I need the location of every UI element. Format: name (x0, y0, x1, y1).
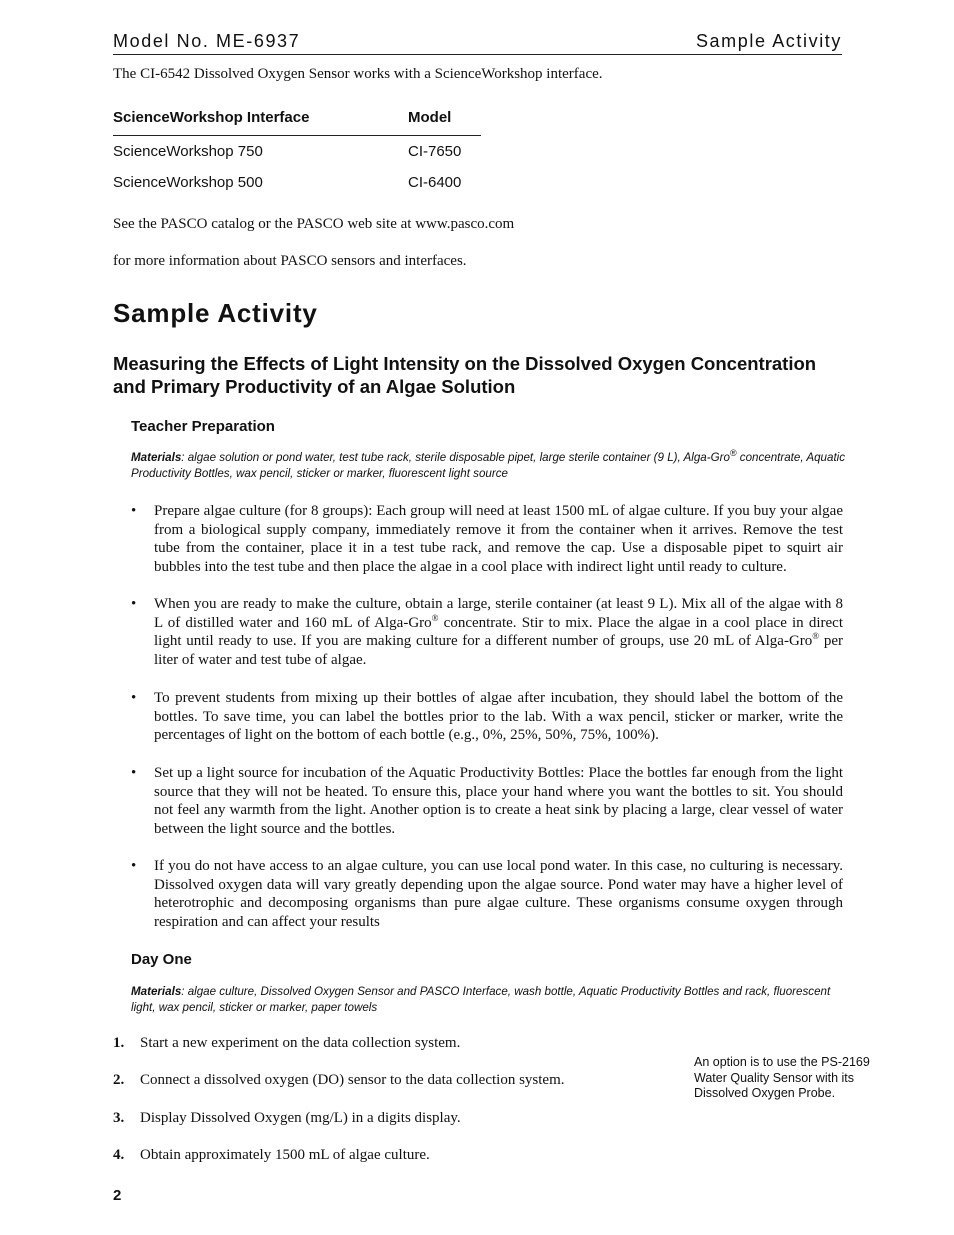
bullet-text-part1: When you are ready to make the culture, obtain a large, sterile container (at least 9 L). Mix all of the algae with 8 L of distilled water and 160 mL of Alga-Gro (154, 596, 843, 631)
table-header-row (113, 108, 481, 136)
day-one-materials (131, 984, 847, 1015)
step-number: 4. (113, 1147, 125, 1163)
activity-title: Measuring the Effects of Light Intensity on the Dissolved Oxygen Concentration and Primary Productivity of an Algae Solution (113, 353, 817, 397)
step-text: Display Dissolved Oxygen (mg/L) in a digits display. (140, 1110, 461, 1126)
header-model-number: Model No. ME-6937 (113, 31, 301, 51)
table-cell-model: CI-6400 (408, 174, 462, 191)
step-number: 3. (113, 1110, 125, 1126)
step-text: Start a new experiment on the data collection system. (140, 1035, 461, 1051)
column-header-interface: ScienceWorkshop Interface (113, 109, 310, 126)
column-header-model: Model (408, 109, 452, 126)
day-one-heading: Day One (131, 951, 192, 968)
side-note: An option is to use the PS-2169 Water Quality Sensor with its Dissolved Oxygen Probe. (694, 1055, 870, 1100)
bullet-text: Prepare algae culture (for 8 groups): Each group will need at least 1500 mL of algae culture. If you buy your algae from a biological supply company, immediately remove it from the container when it arrives. Remove the test tube from the container, place it in a test tube rack, and remove the cap. Use a disposable pipet to squirt air bubbles into the test tube and then place the algae in a cool place with indirect light until ready to culture. (154, 503, 843, 575)
list-item (131, 689, 843, 745)
step-number: 2. (113, 1072, 125, 1088)
bullet-dot: • (131, 765, 137, 781)
materials-label: Materials (131, 985, 182, 998)
materials-text: : algae culture, Dissolved Oxygen Sensor and PASCO Interface, wash bottle, Aquatic Productivity Bottles and rack, fluorescent light, wax pencil, sticker or marker, paper towels (131, 985, 831, 1014)
materials-label: Materials (131, 451, 182, 464)
list-item (131, 857, 843, 931)
catalog-text-line1: See the PASCO catalog or the PASCO web site at www.pasco.com (113, 216, 515, 232)
materials-text-part2: concentrate, Aquatic Productivity Bottles, wax pencil, sticker or marker, fluorescent light source (131, 451, 846, 480)
step-text: Obtain approximately 1500 mL of algae culture. (140, 1147, 430, 1163)
step-text: Connect a dissolved oxygen (DO) sensor to the data collection system. (140, 1072, 565, 1088)
bullet-dot: • (131, 503, 137, 519)
table-row (113, 167, 481, 198)
intro-text: The CI-6542 Dissolved Oxygen Sensor works with a ScienceWorkshop interface. (113, 66, 603, 82)
bullet-dot: • (131, 596, 137, 612)
interface-table (113, 108, 481, 198)
header-section-name: Sample Activity (695, 31, 842, 51)
list-item (131, 595, 843, 669)
section-title: Sample Activity (113, 298, 318, 328)
list-item (131, 764, 843, 838)
table-row (113, 136, 481, 167)
bullet-dot: • (131, 858, 137, 874)
teacher-preparation-heading: Teacher Preparation (131, 418, 275, 435)
catalog-text-line2: for more information about PASCO sensors and interfaces. (113, 253, 467, 269)
teacher-materials (131, 450, 847, 481)
table-cell-model: CI-7650 (408, 143, 462, 160)
list-item (131, 502, 843, 576)
step-number: 1. (113, 1035, 125, 1051)
bullet-text: If you do not have access to an algae culture, you can use local pond water. In this case, no culturing is necessary. Dissolved oxygen data will vary greatly depending upon the algae source. Pond water may have a higher level of heterotrophic and decomposing organisms than pure algae culture. These organisms consume oxygen through respiration and can affect your results (154, 858, 843, 930)
bullet-text: To prevent students from mixing up their bottles of algae after incubation, they should label the bottom of the bottles. To save time, you can label the bottles prior to the lab. With a wax pencil, sticker or marker, write the percentages of light on the bottom of each bottle (e.g., 0%, 25%, 50%, 75%, 100%). (154, 690, 843, 744)
table-cell-interface: ScienceWorkshop 750 (113, 143, 263, 160)
bullet-text (154, 595, 843, 669)
running-header (113, 31, 842, 55)
bullet-text: Set up a light source for incubation of the Aquatic Productivity Bottles: Place the bottles far enough from the light source that they will not be heated. To ensure this, place your hand where you want the bottles to sit. You should not feel any warmth from the light. Another option is to create a heat sink by placing a large, clear vessel of water between the light source and the bottles. (154, 765, 843, 837)
registered-mark: ® (729, 448, 737, 459)
bullet-text-part3: per liter of water and test tube of algae. (154, 633, 843, 668)
table-cell-interface: ScienceWorkshop 500 (113, 174, 263, 191)
materials-text-part1: : algae solution or pond water, test tube rack, sterile disposable pipet, large sterile container (9 L), Alga-Gro (181, 451, 730, 464)
page-number: 2 (113, 1187, 122, 1204)
bullet-dot: • (131, 690, 137, 706)
registered-mark: ® (812, 631, 820, 642)
registered-mark: ® (431, 612, 439, 623)
bullet-text-part2: concentrate. Stir to mix. Place the algae in a cool place in direct light until ready to use. If you are making culture for a different number of groups, use 20 mL of Alga-Gro (154, 614, 843, 650)
